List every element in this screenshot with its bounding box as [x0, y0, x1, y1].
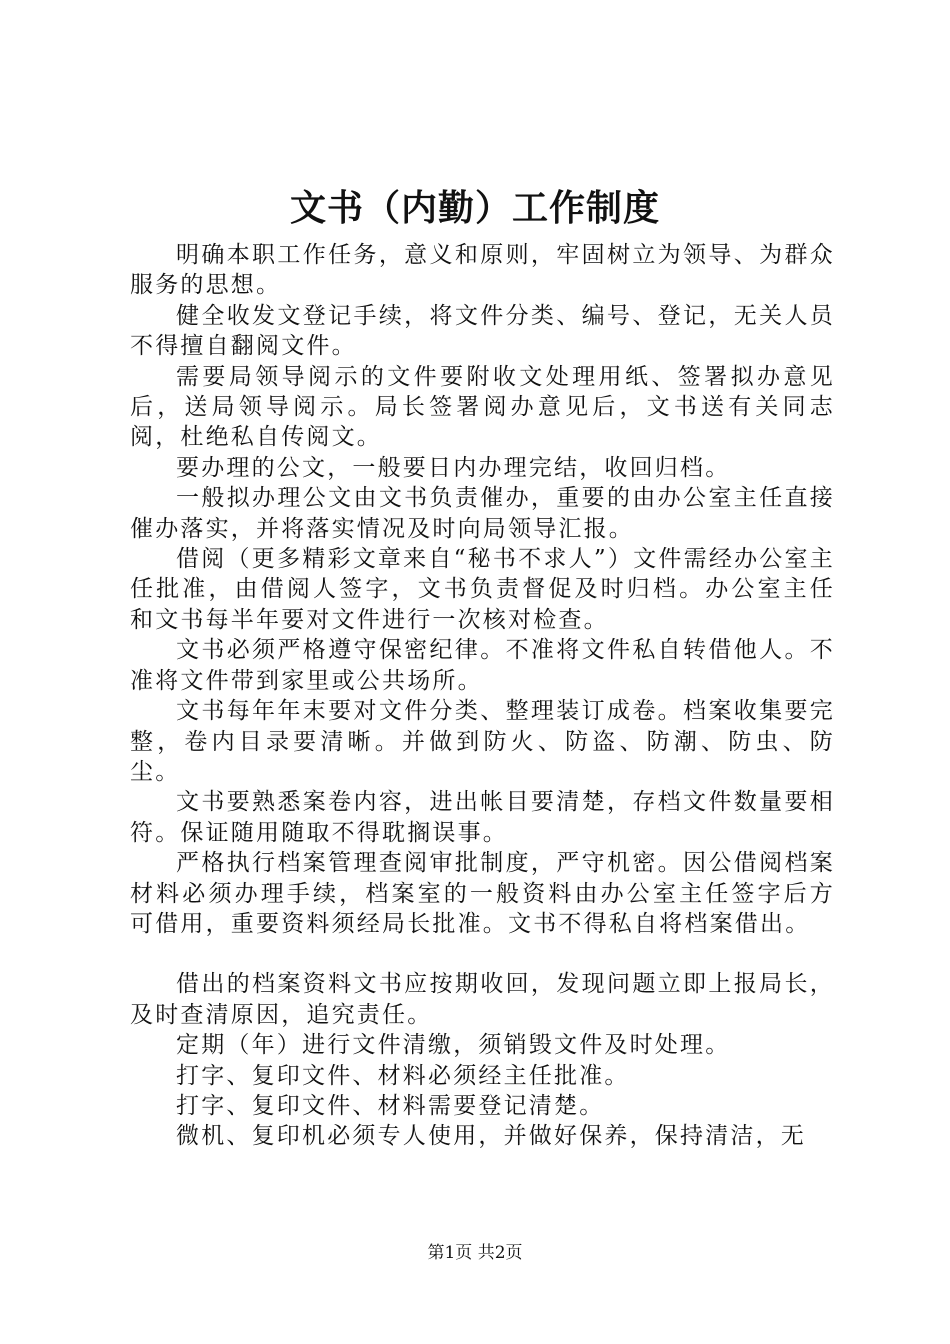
- paragraph-1: 明确本职工作任务，意义和原则，牢固树立为领导、为群众服务的思想。: [130, 242, 835, 299]
- page-title: 文书（内勤）工作制度: [289, 187, 660, 229]
- paragraph-6: 借阅（更多精彩文章来自“秘书不求人”）文件需经办公室主任批准，由借阅人签字，文书负责督促及时归档。办公室主任和文书每半年要对文件进行一次核对检查。: [130, 546, 835, 633]
- paragraph-11: 借出的档案资料文书应按期收回，发现问题立即上报局长，及时查清原因，追究责任。: [130, 971, 835, 1028]
- page-footer: 第1页 共2页: [427, 1243, 523, 1263]
- paragraph-2: 健全收发文登记手续，将文件分类、编号、登记，无关人员不得擅自翻阅文件。: [130, 302, 835, 360]
- document-body: [130, 240, 835, 1152]
- paragraph-3: 需要局领导阅示的文件要附收文处理用纸、签署拟办意见后，送局领导阅示。局长签署阅办意见后，文书送有关同志阅，杜绝私自传阅文。: [130, 363, 835, 451]
- paragraph-7: 文书必须严格遵守保密纪律。不准将文件私自转借他人。不准将文件带到家里或公共场所。: [130, 637, 835, 694]
- paragraph-5: 一般拟办理公文由文书负责催办，重要的由办公室主任直接催办落实，并将落实情况及时向局领导汇报。: [130, 485, 835, 542]
- paragraph-8: 文书每年年末要对文件分类、整理装订成卷。档案收集要完整，卷内目录要清晰。并做到防火、防盗、防潮、防虫、防尘。: [130, 698, 835, 785]
- paragraph-12: 定期（年）进行文件清缴，须销毁文件及时处理。: [176, 1032, 731, 1059]
- paragraph-10: 严格执行档案管理查阅审批制度，严守机密。因公借阅档案材料必须办理手续，档案室的一般资料由办公室主任签字后方可借用，重要资料须经局长批准。文书不得私自将档案借出。: [130, 850, 835, 937]
- paragraph-14: 打字、复印文件、材料需要登记清楚。: [176, 1092, 605, 1119]
- paragraph-15: 微机、复印机必须专人使用，并做好保养，保持清洁，无: [176, 1123, 806, 1150]
- paragraph-4: 要办理的公文，一般要日内办理完结，收回归档。: [176, 454, 731, 481]
- paragraph-9: 文书要熟悉案卷内容，进出帐目要清楚，存档文件数量要相符。保证随用随取不得耽搁误事。: [130, 789, 835, 846]
- paragraph-13: 打字、复印文件、材料必须经主任批准。: [176, 1062, 630, 1089]
